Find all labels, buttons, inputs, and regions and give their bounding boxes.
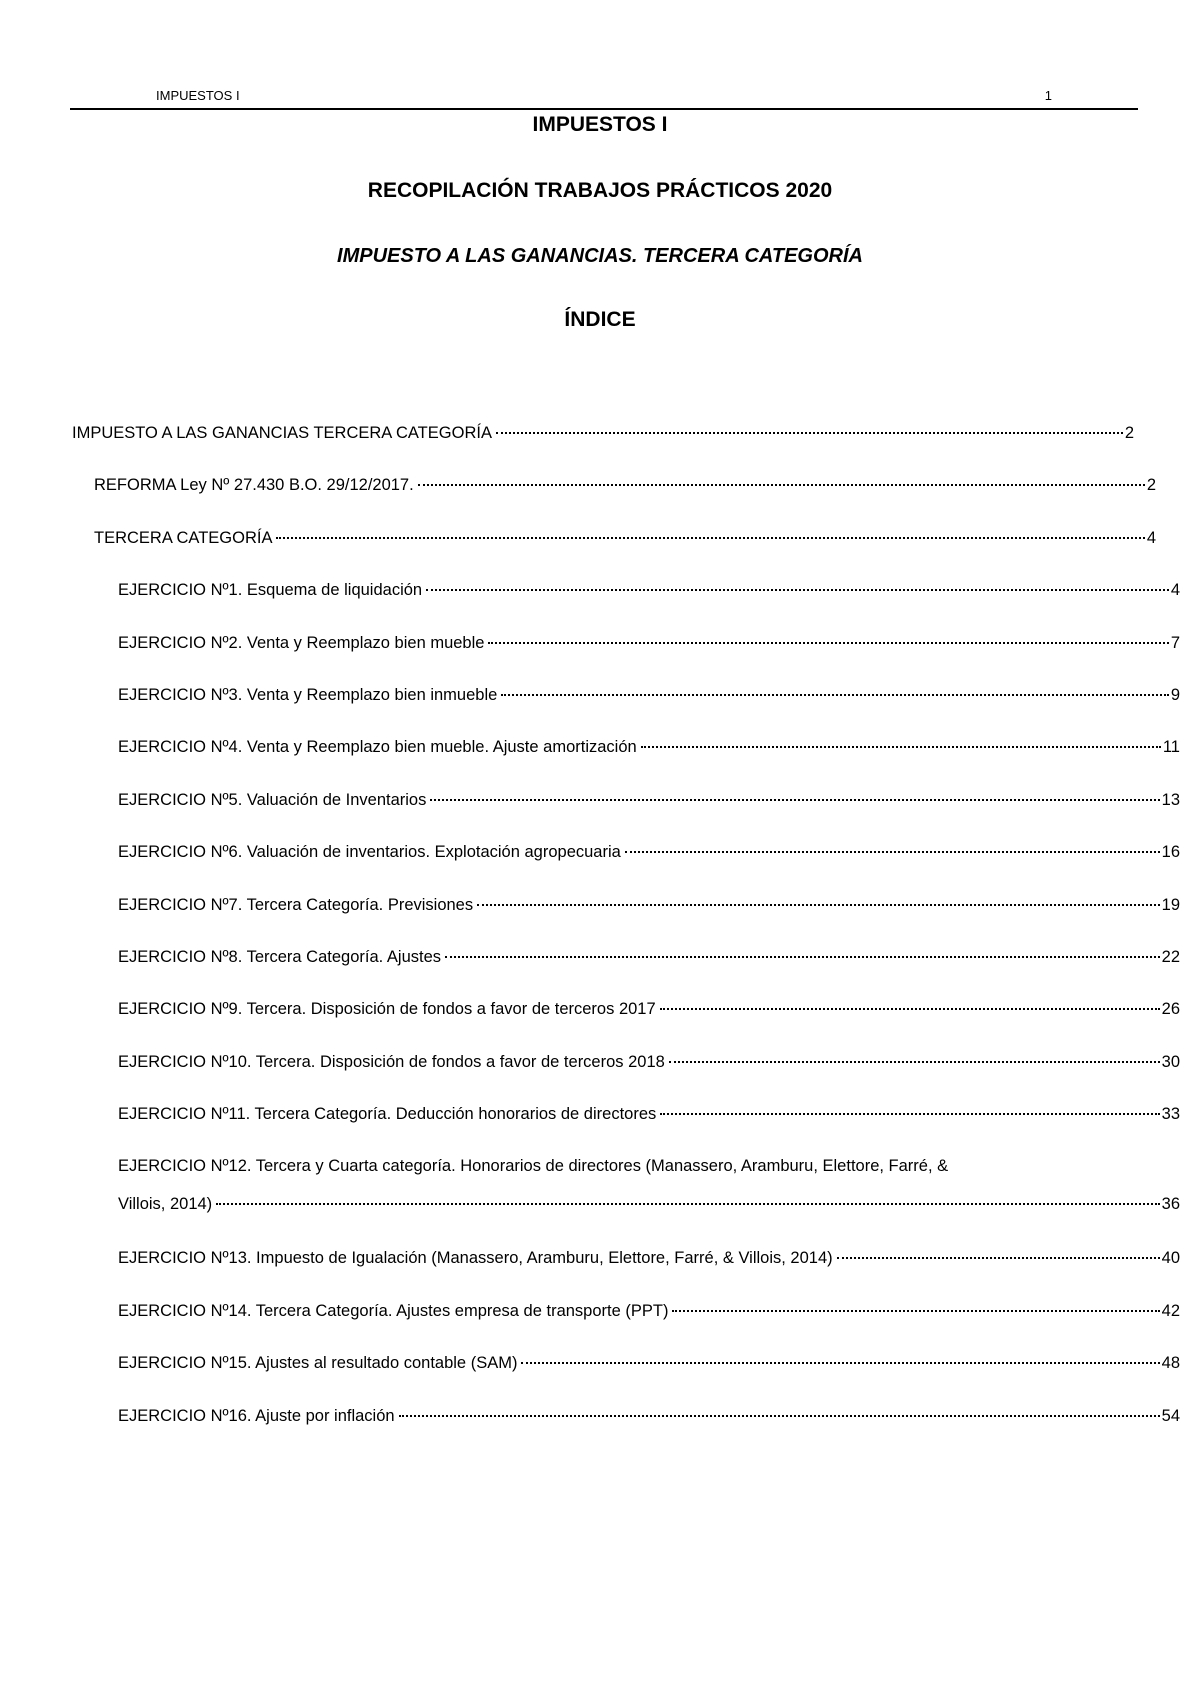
- toc-entry-page: 19: [1161, 895, 1180, 914]
- toc-entry-text: EJERCICIO Nº11. Tercera Categoría. Deducción honorarios de directores: [118, 1105, 657, 1124]
- toc-entry[interactable]: [72, 790, 1180, 843]
- toc-leader: [660, 1113, 1159, 1115]
- toc-entry-page: 4: [1146, 528, 1156, 547]
- toc-entry-text: REFORMA Ley Nº 27.430 B.O. 29/12/2017.: [94, 476, 414, 495]
- toc-entry[interactable]: [72, 1301, 1180, 1354]
- toc-entry[interactable]: [72, 633, 1180, 686]
- toc-entry[interactable]: [72, 738, 1180, 790]
- toc-leader: [426, 589, 1169, 591]
- toc-entry-page: 54: [1161, 1406, 1180, 1425]
- toc-entry-page: 2: [1124, 424, 1134, 442]
- toc-entry[interactable]: [72, 1052, 1180, 1105]
- toc-entry-page: 40: [1161, 1249, 1180, 1268]
- toc-entry-text: EJERCICIO Nº5. Valuación de Inventarios: [118, 790, 427, 809]
- running-header: [70, 86, 1138, 110]
- toc-leader: [430, 799, 1159, 801]
- toc-entry-page: 42: [1161, 1301, 1180, 1320]
- toc-entry-text: EJERCICIO Nº4. Venta y Reemplazo bien mueble. Ajuste amortización: [118, 738, 637, 757]
- page-number: 1: [1044, 88, 1052, 103]
- toc-entry-text: EJERCICIO Nº1. Esquema de liquidación: [118, 581, 423, 600]
- toc-entry-page: 11: [1162, 738, 1180, 757]
- toc-leader: [641, 746, 1161, 748]
- toc-entry-text: EJERCICIO Nº13. Impuesto de Igualación (Manassero, Aramburu, Elettore, Farré, & Villois, 2014): [118, 1249, 833, 1268]
- document-title: IMPUESTOS I: [532, 113, 668, 136]
- toc-entry[interactable]: [72, 476, 1156, 528]
- toc-entry[interactable]: [72, 1000, 1180, 1052]
- document-topic: IMPUESTO A LAS GANANCIAS. TERCERA CATEGORÍA: [337, 245, 863, 267]
- toc-entry-text: EJERCICIO Nº15. Ajustes al resultado contable (SAM): [118, 1354, 518, 1373]
- toc-entry-text: TERCERA CATEGORÍA: [94, 528, 273, 547]
- toc-entry-page: 16: [1161, 843, 1180, 862]
- toc-leader: [418, 484, 1145, 486]
- toc-entry-page: 36: [1161, 1195, 1180, 1214]
- toc-entry-text: IMPUESTO A LAS GANANCIAS TERCERA CATEGORÍA: [72, 424, 492, 442]
- toc-entry-text-line2: Villois, 2014): [118, 1195, 213, 1214]
- toc-entry[interactable]: [72, 528, 1156, 581]
- toc-leader: [501, 694, 1169, 696]
- toc-leader: [660, 1008, 1160, 1010]
- table-of-contents: [72, 424, 1180, 1459]
- document-subtitle: RECOPILACIÓN TRABAJOS PRÁCTICOS 2020: [367, 179, 833, 202]
- toc-entry[interactable]: [72, 947, 1180, 1000]
- toc-entry[interactable]: [72, 895, 1180, 948]
- toc-entry-text: EJERCICIO Nº16. Ajuste por inflación: [118, 1406, 395, 1425]
- toc-entry[interactable]: [72, 424, 1134, 476]
- toc-entry-text: EJERCICIO Nº3. Venta y Reemplazo bien inmueble: [118, 685, 498, 704]
- toc-entry-page: 33: [1161, 1105, 1180, 1124]
- toc-entry-page: 13: [1161, 790, 1180, 809]
- toc-leader: [477, 904, 1160, 906]
- toc-entry-page: 26: [1161, 1000, 1180, 1019]
- toc-entry-text: EJERCICIO Nº8. Tercera Categoría. Ajustes: [118, 947, 442, 966]
- running-header-title: IMPUESTOS I: [156, 88, 240, 103]
- toc-entry[interactable]: [72, 685, 1180, 738]
- toc-leader: [625, 851, 1160, 853]
- toc-leader: [445, 956, 1160, 958]
- toc-entry-page: 9: [1170, 685, 1180, 704]
- toc-leader: [399, 1415, 1160, 1417]
- toc-leader: [216, 1203, 1159, 1205]
- toc-entry-page: 2: [1146, 476, 1156, 495]
- toc-entry-text: EJERCICIO Nº10. Tercera. Disposición de fondos a favor de terceros 2018: [118, 1052, 665, 1071]
- toc-entry-text: EJERCICIO Nº14. Tercera Categoría. Ajustes empresa de transporte (PPT): [118, 1301, 669, 1320]
- toc-entry-page: 48: [1161, 1354, 1180, 1373]
- toc-leader: [488, 642, 1168, 644]
- toc-entry-text: EJERCICIO Nº6. Valuación de inventarios. Explotación agropecuaria: [118, 843, 621, 862]
- toc-leader: [669, 1061, 1160, 1063]
- toc-leader: [276, 537, 1144, 539]
- toc-entry-text: EJERCICIO Nº7. Tercera Categoría. Previsiones: [118, 895, 474, 914]
- toc-entry-text: EJERCICIO Nº9. Tercera. Disposición de fondos a favor de terceros 2017: [118, 1000, 656, 1019]
- toc-entry[interactable]: [72, 1157, 1180, 1249]
- toc-leader: [837, 1257, 1160, 1259]
- toc-entry-page: 4: [1170, 581, 1180, 600]
- toc-entry[interactable]: [72, 843, 1180, 895]
- toc-entry-page: 30: [1161, 1052, 1180, 1071]
- toc-entry-page: 22: [1161, 947, 1180, 966]
- toc-leader: [521, 1362, 1159, 1364]
- toc-entry[interactable]: [72, 581, 1180, 633]
- toc-entry-text-line1: EJERCICIO Nº12. Tercera y Cuarta categoría. Honorarios de directores (Manassero, Aramburu, Elettore, Farré, &: [118, 1157, 949, 1176]
- toc-entry-text: EJERCICIO Nº2. Venta y Reemplazo bien mueble: [118, 633, 485, 652]
- toc-leader: [672, 1310, 1159, 1312]
- toc-entry[interactable]: [72, 1249, 1180, 1301]
- toc-leader: [496, 432, 1123, 434]
- toc-entry-page: 7: [1170, 633, 1180, 652]
- toc-entry[interactable]: [72, 1105, 1180, 1157]
- toc-entry[interactable]: [72, 1354, 1180, 1406]
- toc-entry[interactable]: [72, 1406, 1180, 1459]
- index-heading: ÍNDICE: [564, 308, 636, 331]
